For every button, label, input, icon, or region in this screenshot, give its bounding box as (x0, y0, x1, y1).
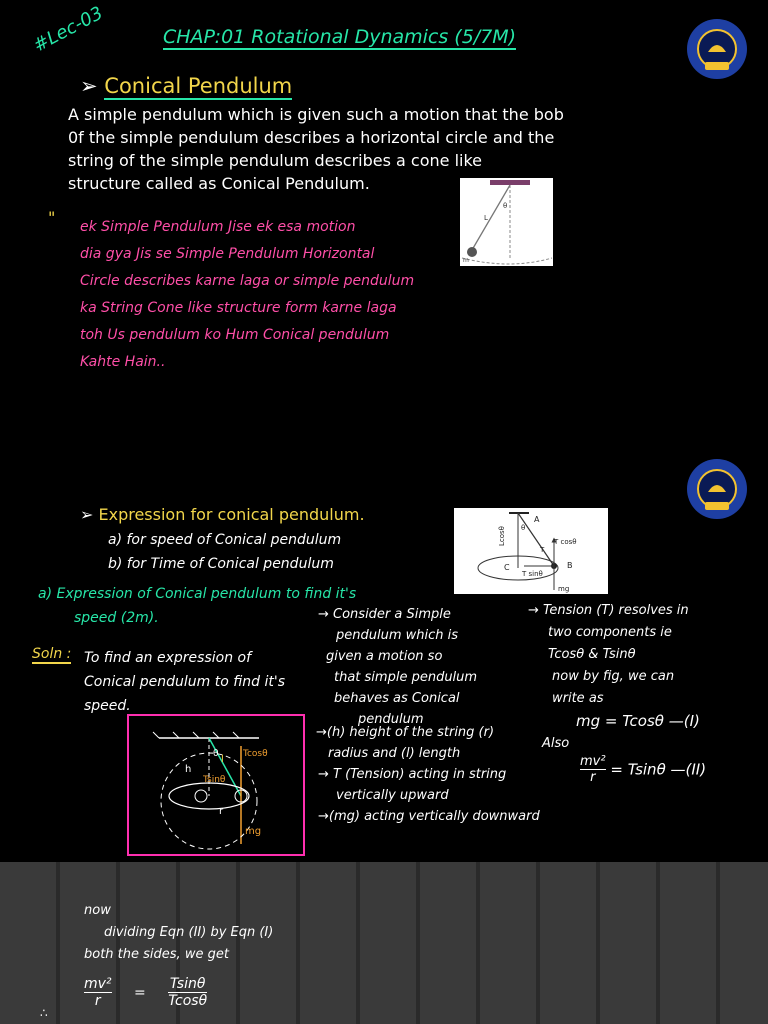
sketch-label-theta: θ (213, 749, 219, 759)
note-line: vertically upward (336, 788, 449, 803)
expression-item: a) for speed of Conical pendulum (108, 532, 342, 548)
solution-line: speed. (84, 698, 131, 714)
pendulum-diagram (460, 178, 553, 266)
board-line: dividing Eqn (II) by Eqn (I) (104, 925, 274, 940)
section-heading-conical (80, 74, 292, 98)
hindi-line: Kahte Hain.. (80, 354, 166, 370)
board-frac-left-den: r (94, 993, 101, 1009)
board-notes (84, 900, 273, 966)
solution-text (84, 646, 285, 718)
tension-line: Tcosθ & Tsinθ (548, 647, 636, 662)
conical-pendulum-figure (460, 178, 553, 266)
definition-line: string of the simple pendulum describes a cone like (68, 151, 483, 170)
eq2-numerator: mv² (580, 754, 606, 769)
fig2-label-b: B (567, 561, 573, 570)
note-line: →(mg) acting vertically downward (318, 809, 540, 824)
tension-line: → Tension (T) resolves in (528, 603, 689, 618)
logo-emblem-icon (686, 18, 748, 80)
sketch-label-h: h (185, 764, 192, 775)
question-line: speed (2m). (74, 610, 159, 626)
pendulum-sketch-box (127, 714, 305, 856)
definition-line: A simple pendulum which is given such a motion that the bob (68, 105, 564, 124)
heading-text: Expression for conical pendulum. (98, 505, 365, 524)
fig2-label-tcos: T cosθ (554, 538, 577, 546)
hindi-line: dia gya Jis se Simple Pendulum Horizontal (80, 246, 375, 262)
sketch-label-mg: mg (245, 826, 262, 837)
also-label: Also (542, 736, 570, 751)
quote-mark: " (48, 208, 56, 227)
question-line: a) Expression of Conical pendulum to find it's (38, 586, 357, 602)
solution-label: Soln : (32, 646, 72, 662)
consider-line: that simple pendulum (334, 670, 478, 685)
consider-note (318, 604, 477, 730)
note-line: radius and (l) length (328, 746, 461, 761)
board-frac-right-num: Tsinθ (169, 976, 206, 992)
pendulum-sketch (129, 716, 303, 854)
brand-logo (686, 18, 748, 80)
eq2-rhs: = Tsinθ —(II) (610, 760, 707, 779)
note-line: → T (Tension) acting in string (318, 767, 507, 782)
hindi-line: Circle describes karne laga or simple pendulum (80, 273, 415, 289)
expression-item: b) for Time of Conical pendulum (108, 556, 334, 572)
variable-notes (316, 722, 540, 827)
sketch-label-tcos: Tcosθ (243, 749, 268, 759)
board-equation (84, 976, 207, 1009)
definition-line: 0f the simple pendulum describes a horizontal circle and the (68, 128, 555, 147)
fig1-label-m: m (463, 257, 469, 264)
board-frac-left-num: mv² (84, 976, 112, 992)
logo-emblem-icon (686, 458, 748, 520)
brand-logo-2 (686, 458, 748, 520)
tension-line: two components ie (548, 625, 672, 640)
heading-text: Conical Pendulum (104, 74, 293, 98)
fig1-label-theta: θ (503, 202, 508, 210)
force-diagram (454, 508, 608, 594)
board-line: now (84, 903, 111, 918)
bullet-arrow: ➢ (80, 74, 98, 98)
sketch-label-l: l (221, 754, 224, 765)
board-line: both the sides, we get (84, 947, 229, 962)
therefore-symbol: ∴ (40, 1006, 48, 1020)
fig2-label-c: C (504, 563, 510, 572)
consider-line: given a motion so (326, 649, 443, 664)
equation-1: mg = Tcosθ —(I) (576, 712, 700, 730)
sketch-label-tsin: Tsinθ (203, 775, 226, 785)
tension-line: now by fig, we can (552, 669, 675, 684)
section-heading-expression (80, 505, 365, 524)
consider-line: behaves as Conical (334, 691, 460, 706)
bullet-arrow: ➢ (80, 505, 94, 524)
board-equals: = (134, 984, 146, 1001)
board-frac-right-den: Tcosθ (168, 993, 208, 1009)
eq2-denominator: r (590, 770, 596, 785)
consider-line: pendulum (358, 712, 424, 727)
expression-items (108, 528, 341, 576)
force-diagram-figure (454, 508, 608, 594)
fig2-label-t: T (540, 546, 545, 554)
fig2-label-mg: mg (558, 585, 570, 593)
chapter-title: CHAP:01 Rotational Dynamics (5/7M) (163, 26, 517, 48)
consider-line: pendulum which is (336, 628, 459, 643)
hindi-line: ka String Cone like structure form karne laga (80, 300, 397, 316)
question-block (38, 582, 356, 630)
solution-line: Conical pendulum to find it's (84, 674, 285, 690)
hindi-explanation (80, 214, 480, 376)
lecture-tag: #Lec-03 (30, 2, 107, 57)
tension-line: write as (552, 691, 604, 706)
consider-line: → Consider a Simple (318, 607, 451, 622)
hindi-line: ek Simple Pendulum Jise ek esa motion (80, 219, 356, 235)
tension-note (528, 600, 689, 710)
fig2-label-lcos: Lcosθ (498, 526, 506, 546)
fig1-label-l: L (484, 214, 488, 222)
fig2-label-a: A (534, 515, 540, 524)
sketch-label-r: r (219, 806, 224, 817)
equation-2 (580, 754, 706, 785)
fig2-label-tsin: T sinθ (522, 570, 543, 578)
definition-line: structure called as Conical Pendulum. (68, 174, 370, 193)
note-line: →(h) height of the string (r) (316, 725, 495, 740)
hindi-line: toh Us pendulum ko Hum Conical pendulum (80, 327, 390, 343)
fig2-label-theta: θ (521, 524, 526, 532)
solution-line: To find an expression of (84, 650, 252, 666)
